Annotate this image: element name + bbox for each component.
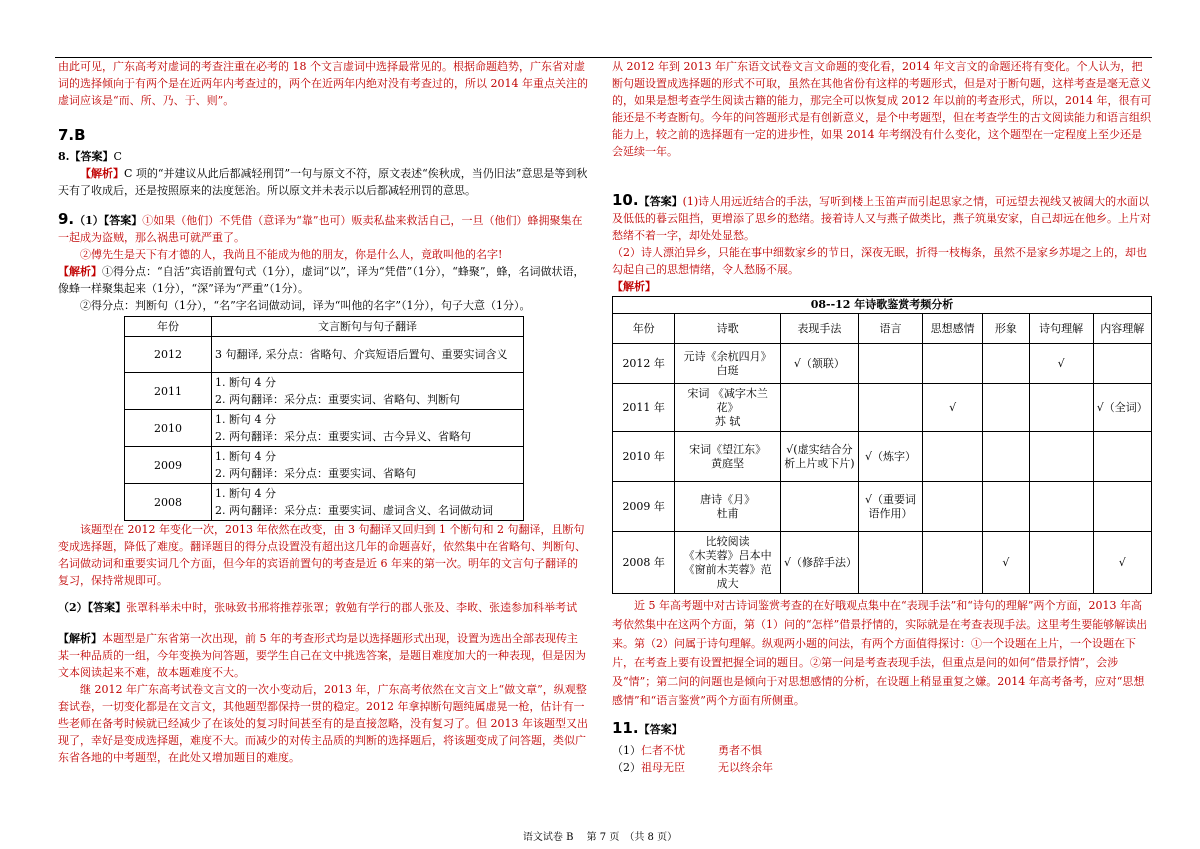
q9-analysis-label: 【解析】 <box>58 265 102 278</box>
table-cell-detail: 3 句翻译, 采分点：省略句、介宾短语后置句、重要实词含义 <box>212 337 524 373</box>
table-header-cell: 形象 <box>983 314 1029 344</box>
table-cell-year: 2008 <box>125 484 212 521</box>
table-row <box>125 447 524 484</box>
table-cell <box>923 432 983 482</box>
q10-analysis-label: 【解析】 <box>612 280 656 293</box>
table-cell-detail: 1. 断句 4 分 2. 两句翻译：采分点：重要实词、省略句 <box>212 447 524 484</box>
q9-analysis <box>58 263 588 297</box>
q11-answer-1-text: 仁者不忧 勇者不惧 <box>641 744 762 757</box>
translation-table <box>124 316 524 521</box>
table-cell <box>1029 384 1093 432</box>
table-cell: 比较阅读 《木芙蓉》吕本中 《窗前木芙蓉》范成大 <box>675 532 781 594</box>
table-cell: 2009 年 <box>613 482 675 532</box>
q8-analysis-text: C 项的“并建议从此后都减轻刑罚”一句与原文不符，原文表述“俟秋成，当仍旧法”意思是等到秋天有了收成后，还是按照原来的法度惩治。所以原文并未表示以后都减轻刑罚的意思。 <box>58 167 588 197</box>
q9-answer-2: ②傅先生是天下有才德的人，我尚且不能成为他的朋友，你是什么人，竟敢叫他的名字! <box>80 248 503 261</box>
table-cell: √(虚实结合分析上片或下片) <box>780 432 858 482</box>
table-title: 08--12 年诗歌鉴赏考频分析 <box>613 297 1152 314</box>
table-cell: 2010 年 <box>613 432 675 482</box>
table-cell <box>780 482 858 532</box>
table-header-row <box>125 317 524 337</box>
table-header-cell: 文言断句与句子翻译 <box>212 317 524 337</box>
table-cell: √（全词） <box>1093 384 1151 432</box>
q11-number: 11. <box>612 719 639 737</box>
table-header-cell: 诗句理解 <box>1029 314 1093 344</box>
q8-label: 8.【答案】 <box>58 150 114 163</box>
table-cell <box>780 384 858 432</box>
table-cell <box>983 344 1029 384</box>
table-header-cell: 思想感情 <box>923 314 983 344</box>
q9-2-analysis-text: 本题型是广东省第一次出现，前 5 年的考查形式均是以选择题形式出现，设置为选出全部表现传主某一种品质的一组，今年变换为问答题，要学生自己在文中挑选答案，是题目难度加大的一种表现，但是因为文本阅读起来不难，故本题难度不大。 <box>58 632 586 679</box>
q9-number: 9. <box>58 210 75 228</box>
paragraph-classical-trend: 继 2012 年广东高考试卷文言文的一次小变动后，2013 年，广东高考依然在文言文上“做文章”，纵观整套试卷，一切变化都是在文言文，其他题型都保持一贯的稳定。2012 年拿掉断句题纯属虚晃一枪，估计有一些老师在备考时候就已经减少了在该处的复习时间甚至有的是直接忽略，没有复习了。但 2013 年该题型又出现了，幸好是变成选择题，难度不大。而减少的对传主品质的判断的选择题后，将该题变成了问答题，类似广东省各地的中考题型，在此处又增加题目的难度。 <box>58 683 588 764</box>
table-row <box>613 432 1152 482</box>
q9-2-analysis <box>58 630 588 681</box>
q9-tag: （1）【答案】 <box>74 214 143 227</box>
table-header-cell: 年份 <box>125 317 212 337</box>
table-header-cell: 年份 <box>613 314 675 344</box>
table-cell-detail: 1. 断句 4 分 2. 两句翻译：采分点：重要实词、古今异义、省略句 <box>212 410 524 447</box>
paragraph-xuci-conclusion: 由此可见，广东高考对虚词的考查注重在必考的 18 个文言虚词中选择最常见的。根据命题趋势，广东省对虚词的选择倾向于有两个是在近两年内考查过的，两个在近两年内绝对没有考查过的，所以 2014 年重点关注的虚词应该是“而、所、乃、于、则”。 <box>58 60 588 107</box>
q11-answer-2 <box>612 759 1152 776</box>
table-cell <box>858 384 922 432</box>
table-cell: 2011 年 <box>613 384 675 432</box>
q10-answer-1: (1)诗人用远近结合的手法，写听到楼上玉笛声而引起思家之情，可远望去视线又被阔大的水面以及低低的暮云阻挡，更增添了思乡的愁绪。接着诗人又与燕子做类比，燕子筑巢安家，自己却远在他乡。上片对愁绪不着一字，却处处显愁。 <box>612 195 1151 242</box>
table-cell: √（修辞手法） <box>780 532 858 594</box>
table-cell <box>1029 532 1093 594</box>
table-cell <box>858 532 922 594</box>
table-cell: √（重要词语作用） <box>858 482 922 532</box>
table-row <box>125 410 524 447</box>
paragraph-poetry-trend: 近 5 年高考题中对古诗词鉴赏考查的在好哦观点集中在“表现手法”和“诗句的理解”两个方面，2013 年高考依然集中在这两个方面，第（1）问的“怎样”借景抒情的，实际就是在考查表现手法。这里考生要能够解读出来。第（2）问属于诗句理解。纵观两小题的问法，有两个方面值得探讨：①一个设题在上片，一个设题在下片，在考查上要有设置把握全词的题目。②第一问是考查表现手法，但重点是问的如何“借景抒情”，会涉及“情”；第二问的问题也是倾向于对思想感情的分析，在设题上稍显重复之嫌。2014 年高考备考，应对“思想感情”和“语言鉴赏”两个方面有所侧重。 <box>612 599 1148 707</box>
table-cell <box>923 532 983 594</box>
table-row <box>125 373 524 410</box>
table-row <box>613 482 1152 532</box>
table-cell: √（炼字） <box>858 432 922 482</box>
q10-answer-2: （2）诗人漂泊异乡，只能在事中细数家乡的节日，深夜无眠，折得一枝梅条，虽然不是家乡苏堤之上的，却也勾起自己的思想情绪，令人愁肠不展。 <box>612 246 1147 276</box>
table-cell <box>1029 432 1093 482</box>
table-cell: 2012 年 <box>613 344 675 384</box>
q10-number: 10. <box>612 191 639 209</box>
table-header-cell: 表现手法 <box>780 314 858 344</box>
table-row <box>125 337 524 373</box>
q11-tag: 【答案】 <box>638 723 683 736</box>
table-cell <box>983 432 1029 482</box>
table-cell-detail: 1. 断句 4 分 2. 两句翻译：采分点：重要实词、虚词含义、名词做动词 <box>212 484 524 521</box>
table-cell <box>923 344 983 384</box>
table-cell-detail: 1. 断句 4 分 2. 两句翻译：采分点：重要实词、省略句、判断句 <box>212 373 524 410</box>
table-cell: 宋词 《减字木兰花》 苏 轼 <box>675 384 781 432</box>
answer-9-1 <box>58 211 588 246</box>
poetry-frequency-table <box>612 296 1152 594</box>
table-cell <box>923 482 983 532</box>
table-cell: √（颔联） <box>780 344 858 384</box>
table-cell-year: 2009 <box>125 447 212 484</box>
page-footer: 语文试卷 B 第 7 页 （共 8 页） <box>522 832 678 843</box>
q11-answer-2-text: 祖母无臣 无以终余年 <box>641 761 773 774</box>
answer-10 <box>612 192 1152 244</box>
table-cell: √ <box>1029 344 1093 384</box>
answer-8 <box>58 148 588 165</box>
table-row <box>125 484 524 521</box>
q8-answer: C <box>113 150 122 163</box>
table-row <box>613 532 1152 594</box>
table-row <box>613 384 1152 432</box>
table-cell <box>1093 344 1151 384</box>
q8-analysis-label: 【解析】 <box>80 167 124 180</box>
table-cell <box>1093 482 1151 532</box>
table-cell-year: 2011 <box>125 373 212 410</box>
table-cell <box>983 482 1029 532</box>
table-cell <box>858 344 922 384</box>
left-column <box>58 58 588 766</box>
q9-analysis-2: ②得分点：判断句（1分），“名”字名词做动词，译为“叫他的名字”（1分），句子大意（1分）。 <box>80 299 531 312</box>
paragraph-classical-forecast: 从 2012 年到 2013 年广东语文试卷文言文命题的变化看，2014 年文言文的命题还将有变化。个人认为，把断句题设置成选择题的形式不可取，虽然在其他省份有这样的考题形式，但是对于断句题，这样考查是毫无意义的，如果是想考查学生阅读古籍的能力，那完全可以恢复成 2012 年以前的考查形式，所以，2014 年，很有可能还是不考查断句。今年的问答题形式是有创新意义，是个中考题型，但在考查学生的古文阅读能力和语言组织能力上，较之前的选择题有一定的进步性，如果 2014 年考纲没有什么变化，这个题型在一定程度上至少还是会延续一年。 <box>612 60 1152 158</box>
q9-answer-1: ①如果（他们）不凭借（意译为“靠”也可）贩卖私盐来救活自己，一旦（他们）蜂拥聚集在一起成为盗贼，那么祸患可就严重了。 <box>58 214 583 244</box>
table-row <box>613 344 1152 384</box>
q11-answer-2-num: （2） <box>612 761 641 774</box>
table-cell <box>983 384 1029 432</box>
table-cell: √ <box>1093 532 1151 594</box>
table-cell-year: 2012 <box>125 337 212 373</box>
table-header-cell: 语言 <box>858 314 922 344</box>
table-cell: √ <box>923 384 983 432</box>
answer-9-2 <box>58 599 588 616</box>
q11-answer-1 <box>612 742 1152 759</box>
table-cell <box>1093 432 1151 482</box>
paragraph-translation-trend: 该题型在 2012 年变化一次，2013 年依然在改变，由 3 句翻译又回归到 1 个断句和 2 句翻译，且断句变成选择题，降低了难度。翻译题目的得分点设置没有超出这几年的命题喜好，依然集中在省略句、判断句、名词做动词和重要实词几个方面，但今年的宾语前置句的考查是近 6 年来的第一次。明年的文言句子翻译的复习，保持常规即可。 <box>58 523 586 587</box>
table-cell-year: 2010 <box>125 410 212 447</box>
q11-answer-1-num: （1） <box>612 744 641 757</box>
answer-7: 7.B <box>58 126 86 144</box>
q8-analysis <box>58 165 588 199</box>
right-column <box>612 58 1152 776</box>
table-header-cell: 内容理解 <box>1093 314 1151 344</box>
table-cell: 宋词《望江东》 黄庭坚 <box>675 432 781 482</box>
table-cell: 元诗《余杭四月》 白珽 <box>675 344 781 384</box>
table-title-row <box>613 297 1152 314</box>
table-cell <box>1029 482 1093 532</box>
table-cell: 唐诗《月》 杜甫 <box>675 482 781 532</box>
answer-11 <box>612 720 1152 738</box>
q10-tag: 【答案】 <box>638 195 683 208</box>
q9-2-analysis-label: 【解析】 <box>58 632 102 645</box>
q9-2-tag: （2）【答案】 <box>58 601 127 614</box>
table-cell: √ <box>983 532 1029 594</box>
table-cell: 2008 年 <box>613 532 675 594</box>
q9-2-answer: 张罩科举未中时，张咏致书邢将推荐张罩；敦勉有学行的郡人张及、李畋、张逵参加科举考试 <box>126 601 578 614</box>
q9-analysis-1: ①得分点：“自活”宾语前置句式（1分），虚词“以”，译为“凭借”（1分），“蜂聚”，蜂，名词做状语，像蜂一样聚集起来（1分），“深”译为“严重”（1分）。 <box>58 265 585 295</box>
table-header-row <box>613 314 1152 344</box>
table-header-cell: 诗歌 <box>675 314 781 344</box>
